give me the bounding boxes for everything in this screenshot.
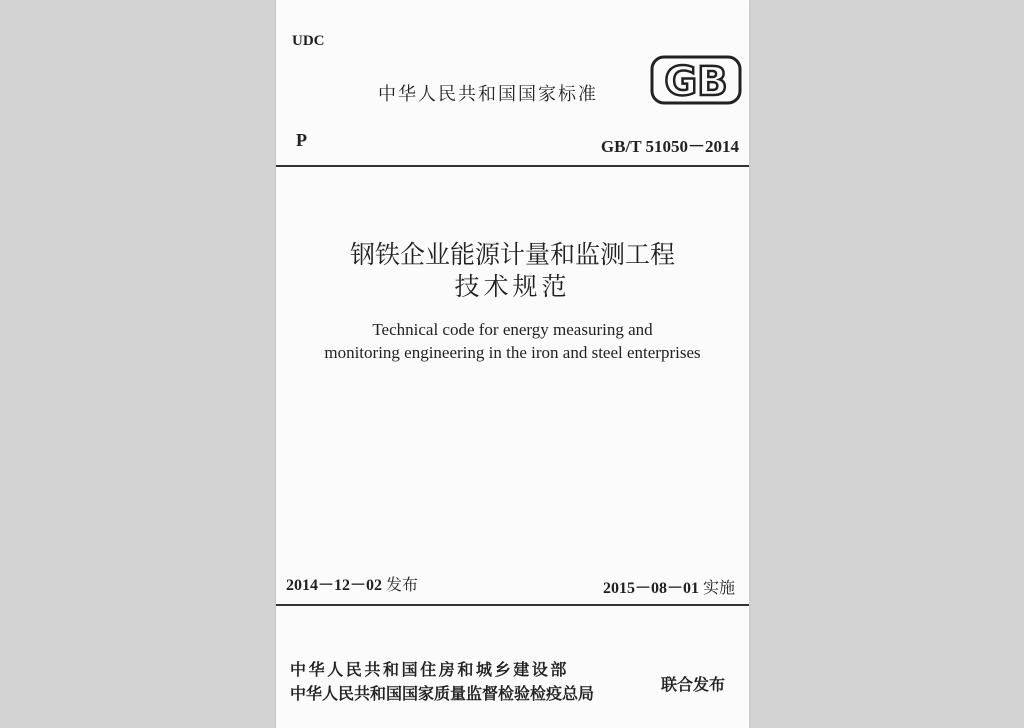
issue-date: 2014－12－02	[286, 577, 383, 594]
english-title-line-2: monitoring engineering in the iron and steel enterprises	[324, 343, 701, 362]
issuer-line-1: 中华人民共和国住房和城乡建设部	[290, 660, 570, 679]
bottom-divider	[276, 604, 749, 606]
document-page	[276, 0, 749, 728]
standard-number: GB/T 51050－2014	[600, 137, 739, 156]
implementation-date: 2015－08－01	[602, 580, 699, 597]
issue-label: 发布	[386, 575, 419, 594]
issue-date-block	[286, 572, 418, 595]
english-title	[276, 318, 749, 364]
issuing-authorities	[290, 658, 594, 706]
joint-issue-label: 联合发布	[661, 675, 726, 694]
standard-organization: 中华人民共和国国家标准	[378, 84, 598, 105]
udc-label: UDC	[292, 33, 325, 49]
implementation-date-block	[603, 575, 735, 598]
top-divider	[276, 165, 749, 167]
issuer-line-2: 中华人民共和国国家质量监督检验检疫总局	[290, 684, 595, 703]
english-title-line-1: Technical code for energy measuring and	[372, 320, 653, 339]
gb-logo-icon	[650, 55, 742, 105]
classification-code: P	[296, 130, 307, 150]
chinese-title	[276, 240, 749, 304]
gb-logo-text: GB	[664, 59, 728, 105]
chinese-title-line-2: 技术规范	[454, 274, 571, 301]
implementation-label: 实施	[702, 578, 735, 597]
chinese-title-line-1: 钢铁企业能源计量和监测工程	[349, 242, 675, 269]
